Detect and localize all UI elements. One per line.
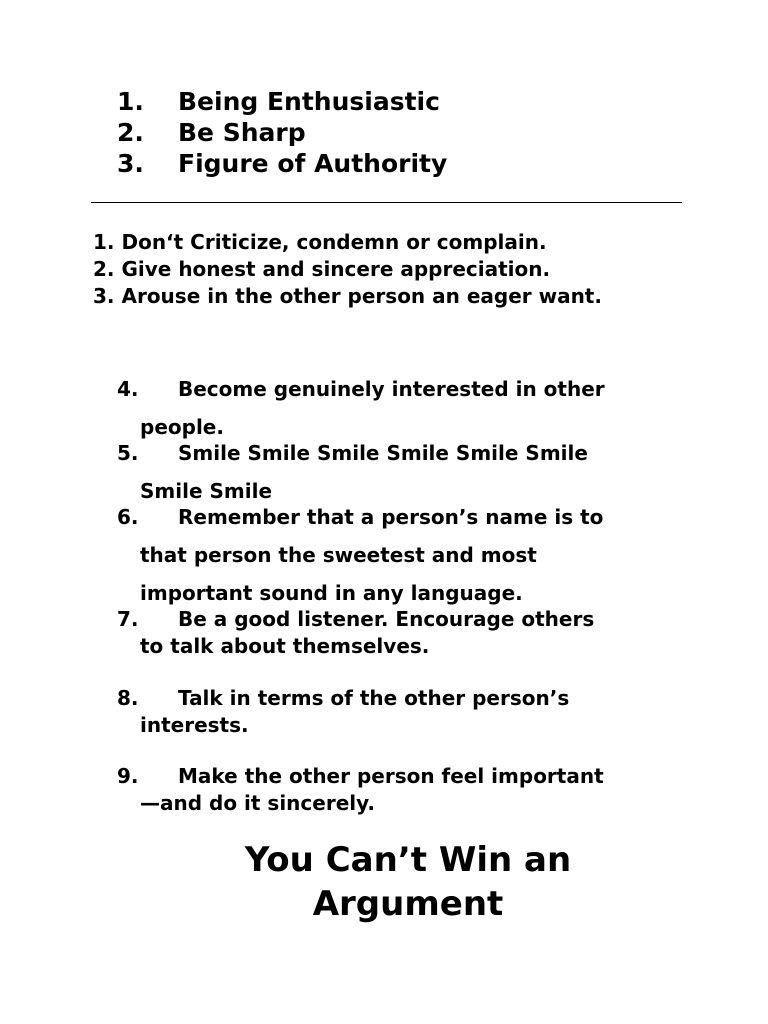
top-list-item <box>117 117 447 148</box>
principle-item: 3. Arouse in the other person an eager want. <box>93 284 602 308</box>
rule-item <box>117 376 697 441</box>
rule-number: 5. <box>117 441 139 465</box>
rule-text-continued: interests. <box>140 713 249 737</box>
list-text: Be Sharp <box>178 118 306 147</box>
rule-text-continued: people. <box>140 415 224 439</box>
rule-text: Smile Smile Smile Smile Smile Smile <box>178 441 588 465</box>
rule-item <box>117 685 697 739</box>
rule-text-continued: —and do it sincerely. <box>140 791 375 815</box>
rule-item <box>117 606 697 660</box>
principles-list <box>93 229 693 310</box>
top-list-item <box>117 86 447 117</box>
rule-text: Become genuinely interested in other <box>178 377 605 401</box>
list-number: 3. <box>117 149 144 178</box>
rule-text-continued: Smile Smile <box>140 479 273 503</box>
rule-text: Make the other person feel important <box>178 764 604 788</box>
rule-item <box>117 440 697 505</box>
rule-text-continued: that person the sweetest and most <box>140 543 537 567</box>
rule-text: Remember that a person’s name is to <box>178 505 604 529</box>
list-number: 2. <box>117 118 144 147</box>
top-list <box>117 86 447 179</box>
rule-text: Talk in terms of the other person’s <box>178 686 570 710</box>
list-number: 1. <box>117 87 144 116</box>
rule-text: Be a good listener. Encourage others <box>178 607 595 631</box>
principle-item: 2. Give honest and sincere appreciation. <box>93 257 551 281</box>
rule-text-continued: to talk about themselves. <box>140 634 430 658</box>
rule-number: 4. <box>117 377 139 401</box>
principle-item: 1. Don‘t Criticize, condemn or complain. <box>93 230 547 254</box>
rule-number: 6. <box>117 505 139 529</box>
closing-line: Argument <box>312 884 504 924</box>
top-list-item <box>117 148 447 179</box>
closing-heading <box>208 838 608 926</box>
rule-number: 9. <box>117 764 139 788</box>
list-text: Being Enthusiastic <box>178 87 440 116</box>
rule-item <box>117 504 697 607</box>
closing-line: You Can’t Win an <box>244 840 572 880</box>
rule-item <box>117 763 697 817</box>
horizontal-divider <box>91 202 682 203</box>
rule-number: 7. <box>117 607 139 631</box>
rule-text-continued: important sound in any language. <box>140 581 523 605</box>
rule-number: 8. <box>117 686 139 710</box>
list-text: Figure of Authority <box>178 149 448 178</box>
